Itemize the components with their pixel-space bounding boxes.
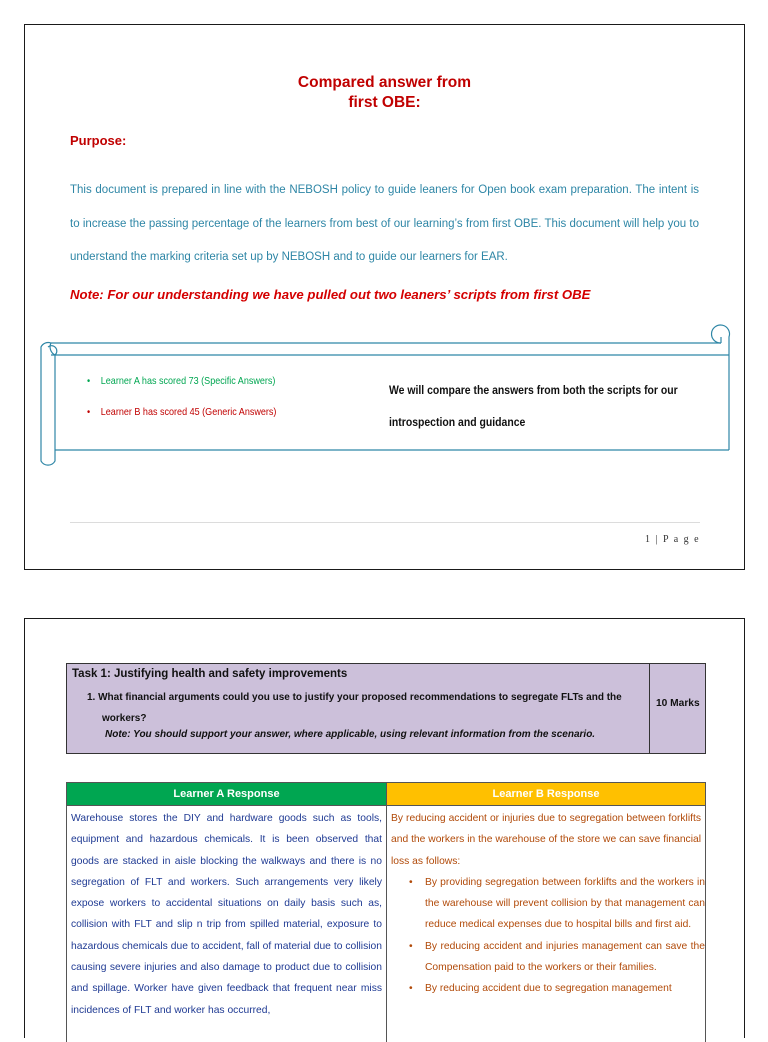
title-line-1: Compared answer from xyxy=(297,74,472,91)
title-line-2: first OBE: xyxy=(348,94,421,111)
task-note: Note: You should support your answer, where applicable, using relevant information from the scenario. xyxy=(105,729,596,740)
list-item: • By reducing accident and injuries management can save the Compensation paid to the workers or their families. xyxy=(407,936,705,979)
learner-b-points xyxy=(387,872,705,1000)
list-item: • By reducing accident due to segregation management xyxy=(407,978,705,999)
learner-a-response: Warehouse stores the DIY and hardware goods such as tools, equipment and hazardous chemicals. It is been observed that goods are stacked in aisle blocking the walkways and there is no segregation of FLT and workers. Such arrangements very likely expose workers to accidental situations on daily basis such as, collision with FLT and slip n trip from spilled material, exposure to hazardous chemicals due to accident, fall of material due to collision causing severe injuries and also damage to product due to collision and spillage. Worker have given feedback that frequent near miss incidences of FLT and worker has occurred, xyxy=(71,813,382,1016)
compare-statement xyxy=(389,374,702,438)
learner-a-score: Learner A has scored 73 (Specific Answers) xyxy=(100,375,276,387)
page-number: 1 | P a g e xyxy=(645,534,701,545)
bullet-icon: • xyxy=(87,375,91,387)
list-item xyxy=(87,373,276,404)
list-item: • By providing segregation between forklifts and the workers in the warehouse will prevent collision by that management can reduce medical expenses due to hospital bills and first aid. xyxy=(407,872,705,936)
intro-paragraph: This document is prepared in line with the NEBOSH policy to guide leaners for Open book exam preparation. The intent is to increase the passing percentage of the learners from best of our learning’s from first OBE. This document will help you to understand the marking criteria set up by NEBOSH and to guide our learners for EAR. xyxy=(70,184,699,263)
response-comparison-table xyxy=(66,782,706,1042)
purpose-heading: Purpose: xyxy=(70,133,127,148)
task-title: Task 1: Justifying health and safety improvements xyxy=(72,668,348,680)
learner-b-column xyxy=(387,783,705,1042)
learner-b-header: Learner B Response xyxy=(387,783,705,806)
learner-a-header: Learner A Response xyxy=(67,783,386,806)
task-table xyxy=(66,663,706,754)
task-description-cell xyxy=(67,664,650,753)
task-question xyxy=(87,687,642,729)
bullet-icon: • xyxy=(87,406,91,418)
footer-divider xyxy=(70,522,700,523)
learner-b-intro: By reducing accident or injuries due to segregation between forklifts and the workers in the warehouse of the store we can save financial loss as follows: xyxy=(391,813,701,867)
document-page-1 xyxy=(24,24,745,570)
question-line-2: workers? xyxy=(102,713,147,724)
task-marks: 10 Marks xyxy=(656,698,700,709)
question-line-1: 1. What financial arguments could you use to justify your proposed recommendations to segregate FLTs and the xyxy=(87,692,622,703)
document-page-2 xyxy=(24,618,745,1038)
compare-line-1: We will compare the answers from both the scripts for our xyxy=(389,383,678,397)
learner-b-score: Learner B has scored 45 (Generic Answers) xyxy=(100,406,277,418)
learner-score-list xyxy=(87,373,307,435)
note-text: Note: For our understanding we have pulled out two leaners’ scripts from first OBE xyxy=(70,287,591,302)
list-item xyxy=(87,404,276,435)
compare-line-2: introspection and guidance xyxy=(389,415,526,429)
learner-a-column xyxy=(67,783,387,1042)
